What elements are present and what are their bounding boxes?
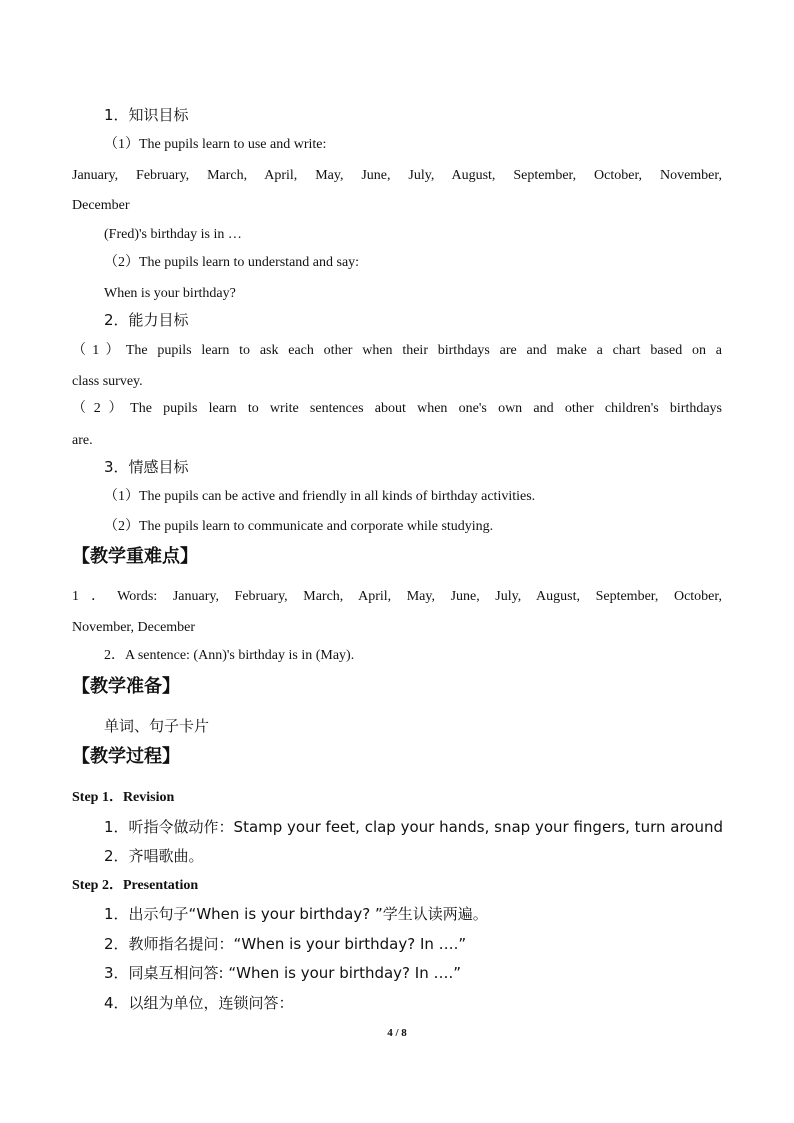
birthday-pattern: (Fred)'s birthday is in … — [104, 227, 242, 242]
months-line-1: January, February, March, April, May, June, July, August, September, October, November, — [72, 168, 722, 183]
birthday-question: When is your birthday? — [104, 286, 236, 301]
keypoints-item-1-line-1: 1．Words: January, February, March, April, May, June, July, August, September, October, — [72, 589, 722, 604]
goal-knowledge-item-2: （2）The pupils learn to understand and say: — [104, 255, 360, 270]
step-1-item-1: 1．听指令做动作：Stamp your feet, clap your hands, snap your fingers, turn around — [104, 818, 723, 836]
step-2-item-4: 4．以组为单位，连锁问答： — [104, 994, 294, 1012]
process-heading: 【教学过程】 — [72, 746, 180, 767]
keypoints-item-2: 2．A sentence: (Ann)'s birthday is in (May). — [104, 648, 355, 663]
goal-ability-item-1-line-1: （1）The pupils learn to ask each other when their birthdays are and make a chart based on a — [72, 343, 722, 358]
step-2-item-3: 3．同桌互相问答: “When is your birthday? In ….” — [104, 964, 462, 982]
goal-knowledge-item-1: （1）The pupils learn to use and write: — [104, 137, 327, 152]
step-1-item-2: 2．齐唱歌曲。 — [104, 847, 204, 865]
step-2-item-1: 1．出示句子“When is your birthday? ”学生认读两遍。 — [104, 905, 488, 923]
keypoints-heading: 【教学重难点】 — [72, 546, 198, 567]
prep-text: 单词、句子卡片 — [104, 717, 210, 735]
goal-emotion-item-2: （2）The pupils learn to communicate and corporate while studying. — [104, 519, 494, 534]
goal-emotion-item-1: （1）The pupils can be active and friendly in all kinds of birthday activities. — [104, 489, 536, 504]
keypoints-item-1-line-2: November, December — [72, 620, 196, 635]
step-1-title: Step 1．Revision — [72, 790, 175, 805]
step-2-title: Step 2．Presentation — [72, 878, 199, 893]
goal-emotion-title: 3．情感目标 — [104, 458, 189, 476]
goal-ability-item-2-line-2: are. — [72, 433, 93, 448]
months-line-2: December — [72, 198, 130, 213]
step-2-item-2: 2．教师指名提问：“When is your birthday? In ….” — [104, 935, 467, 953]
goal-ability-item-1-line-2: class survey. — [72, 374, 143, 389]
goal-ability-title: 2．能力目标 — [104, 311, 189, 329]
page-number: 4 / 8 — [387, 1027, 407, 1039]
goal-ability-item-2-line-1: （2）The pupils learn to write sentences about when one's own and other children's birthdays — [72, 401, 722, 416]
goal-knowledge-title: 1．知识目标 — [104, 106, 189, 124]
prep-heading: 【教学准备】 — [72, 676, 180, 697]
